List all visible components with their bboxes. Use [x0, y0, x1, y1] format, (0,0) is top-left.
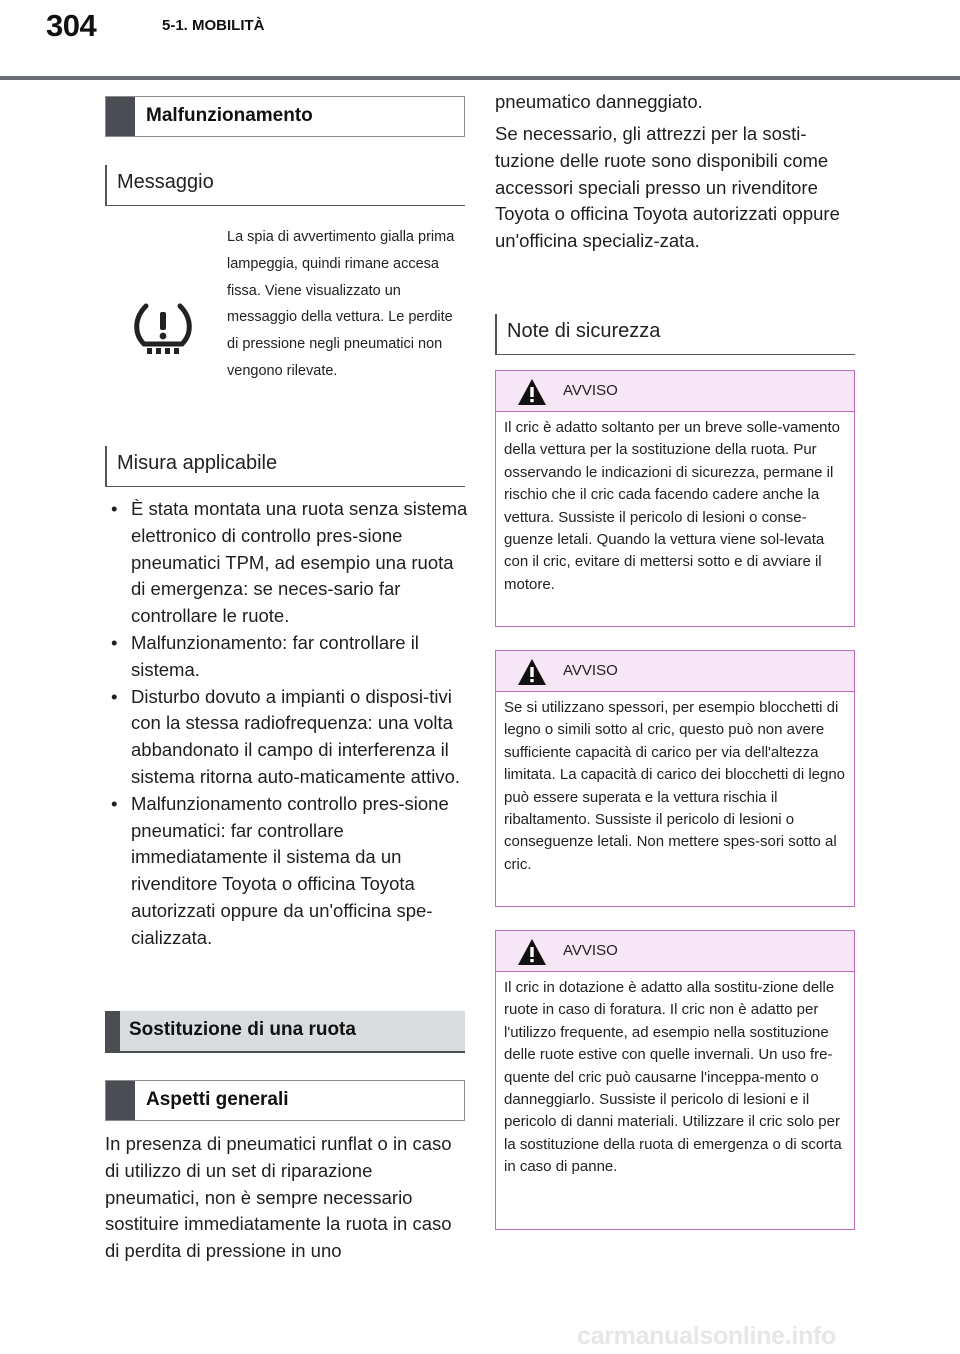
warning-triangle-icon [517, 658, 547, 686]
warning-triangle-icon [517, 938, 547, 966]
safety-heading [495, 314, 855, 355]
heading-marker [106, 97, 135, 136]
bullet-mark: • [111, 792, 118, 814]
list-item-text: Malfunzionamento: far controllare il sistema. [131, 631, 419, 680]
warning-header [496, 371, 854, 412]
bullet-mark: • [111, 685, 118, 707]
accessories-paragraph: Se necessario, gli attrezzi per la sosti-tuzione delle ruote sono disponibili come accessori speciali presso un rivenditore Toyota o officina Toyota autorizzati oppure un'officina specializ-zata. [495, 123, 840, 252]
warning-triangle-icon [517, 378, 547, 406]
measure-list [111, 496, 471, 952]
warning-header [496, 931, 854, 972]
watermark: carmanualsonline.info [577, 1322, 837, 1350]
message-heading-text: Messaggio [117, 171, 214, 193]
warning-label: AVVISO [563, 942, 618, 959]
list-item [111, 684, 471, 791]
wheel-change-heading-text: Sostituzione di una ruota [129, 1019, 356, 1040]
warning-text: Il cric in dotazione è adatto alla sostitu-zione delle ruote in caso di foratura. Il cric non è adatto per l'utilizzo frequente, ad esempio nella sostituzione delle ruote estive con quelle invernali. Un uso fre-quente del cric può causarne l'inceppa-mento o danneggiarlo. Sussiste il pericolo di lesioni e il pericolo di danni materiali. Utilizzare il cric solo per la sostituzione della ruota di emergenza o di scorta in caso di panne. [504, 979, 842, 1176]
wheel-change-heading [105, 1011, 465, 1053]
list-item [111, 791, 471, 952]
tire-pressure-warning-icon [132, 300, 194, 358]
message-heading [105, 165, 465, 206]
list-item-text: È stata montata una ruota senza sistema elettronico di controllo pres-sione pneumatici TPM, ad esempio una ruota di emergenza: se neces-sario far controllare le ruote. [131, 498, 468, 627]
list-item-text: Malfunzionamento controllo pres-sione pneumatici: far controllare immediatamente il sistema da un rivenditore Toyota o officina Toyota autorizzati oppure da un'officina spe-cializzata. [131, 792, 449, 948]
page-number: 304 [46, 8, 97, 43]
bullet-mark: • [111, 631, 118, 653]
general-paragraph: In presenza di pneumatici runflat o in caso di utilizzo di un set di riparazione pneumatici, non è sempre necessario sostituire immediatamente la ruota in caso di perdita di pressione in uno [105, 1133, 452, 1262]
warning-label: AVVISO [563, 662, 618, 679]
list-item [111, 496, 471, 630]
warning-text: Se si utilizzano spessori, per esempio blocchetti di legno o simili sotto al cric, questo può non avere sufficiente capacità di carico per via dell'altezza limitata. La capacità di carico dei blocchetti di legno può essere superata e la vettura rischia il ribaltamento. Sussiste il pericolo di lesioni o conseguenze letali. Non mettere spes-sori sotto al cric. [504, 699, 846, 873]
malfunction-heading-text: Malfunzionamento [146, 105, 313, 126]
general-heading-text: Aspetti generali [146, 1089, 289, 1110]
warning-label: AVVISO [563, 382, 618, 399]
warning-box [495, 930, 855, 1230]
message-description: La spia di avvertimento gialla prima lampeggia, quindi rimane accesa fissa. Viene visualizzato un messaggio della vettura. Le perdite di pressione negli pneumatici non vengono rilevate. [227, 229, 455, 379]
malfunction-heading [105, 96, 465, 137]
header-divider [0, 76, 960, 80]
bullet-mark: • [111, 498, 118, 519]
list-item [111, 630, 471, 684]
list-item-text: Disturbo dovuto a impianti o disposi-tivi con la stessa radiofrequenza: una volta abbandonato il campo di interferenza il sistema ritorna auto-maticamente attivo. [131, 685, 461, 787]
warning-text: Il cric è adatto soltanto per un breve solle-vamento della vettura per la sostituzione della ruota. Pur osservando le indicazioni di sicurezza, permane il rischio che il cric cada facendo cadere anche la vettura. Sussiste il pericolo di lesioni o conse-guenze letali. Quando la vettura viene sol-levata con il cric, evitare di mettersi sotto e di avviare il motore. [504, 419, 841, 593]
warning-header [496, 651, 854, 692]
warning-box [495, 650, 855, 907]
safety-heading-text: Note di sicurezza [507, 320, 661, 342]
section-title: 5-1. MOBILITÀ [162, 17, 265, 34]
continued-paragraph: pneumatico danneggiato. [495, 91, 703, 112]
warning-box [495, 370, 855, 627]
measure-heading-text: Misura applicabile [117, 452, 278, 474]
heading-marker [106, 1081, 135, 1120]
heading-marker [105, 1011, 120, 1051]
general-heading [105, 1080, 465, 1121]
measure-heading [105, 446, 465, 487]
